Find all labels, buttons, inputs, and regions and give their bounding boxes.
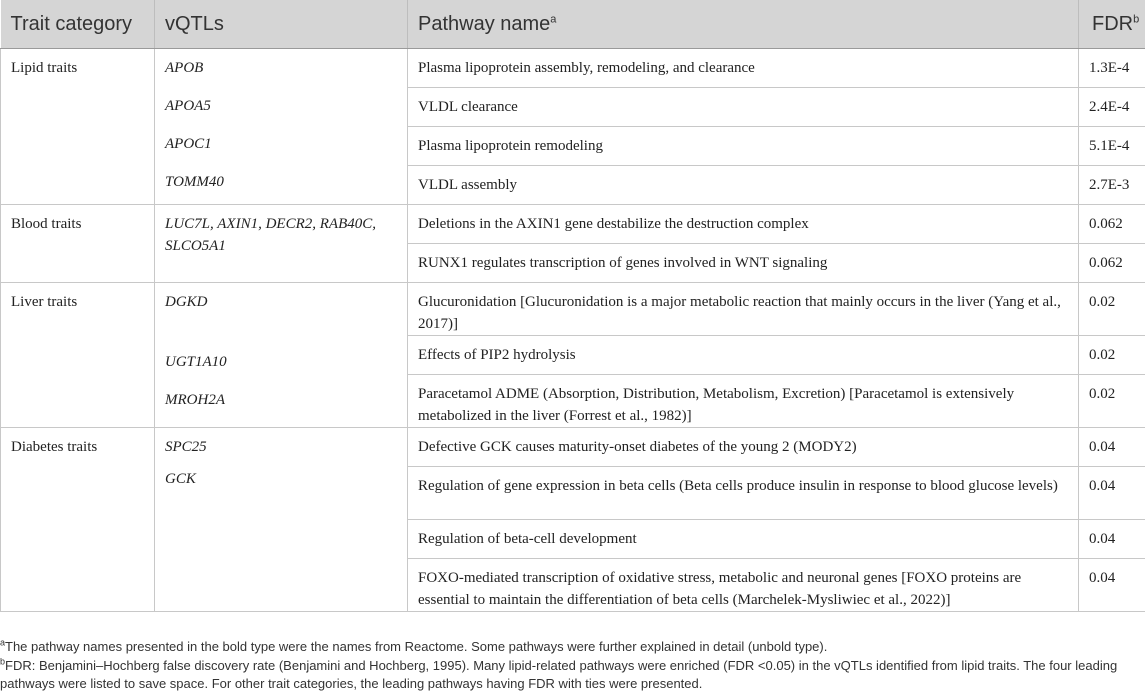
header-fdr	[1079, 0, 1145, 49]
header-fdr-footnote-mark: b	[1133, 12, 1140, 25]
category-cell	[1, 49, 155, 205]
pathway-cell: Effects of PIP2 hydrolysis	[408, 336, 1079, 375]
category-cell	[1, 283, 155, 428]
table-row	[1, 283, 1145, 336]
header-vqtls	[155, 0, 408, 49]
pathway-cell: Plasma lipoprotein remodeling	[408, 127, 1079, 166]
vqtl-cell	[155, 49, 408, 205]
fdr-cell: 0.04	[1079, 467, 1145, 520]
footnote-b	[0, 657, 1145, 694]
header-vqtls-label: vQTLs	[165, 12, 224, 35]
header-pathway-name	[408, 0, 1079, 49]
pathway-cell: Regulation of gene expression in beta cells (Beta cells produce insulin in response to blood glucose levels)	[408, 467, 1079, 520]
pathway-cell: Paracetamol ADME (Absorption, Distribution, Metabolism, Excretion) [Paracetamol is extensively metabolized in the liver (Forrest et al., 1982)]	[408, 375, 1079, 428]
header-trait-category	[1, 0, 155, 49]
pathway-cell: FOXO-mediated transcription of oxidative stress, metabolic and neuronal genes [FOXO proteins are essential to maintain the differentiation of beta cells (Marchelek-Mysliwiec et al., 2022)]	[408, 559, 1079, 612]
header-trait-category-label: Trait category	[10, 12, 133, 35]
vqtl-gene: UGT1A10	[165, 354, 227, 370]
pathway-cell: Glucuronidation [Glucuronidation is a major metabolic reaction that mainly occurs in the liver (Yang et al., 2017)]	[408, 283, 1079, 336]
category-label: Lipid traits	[11, 60, 78, 76]
table-row	[1, 205, 1145, 244]
fdr-cell: 5.1E-4	[1079, 127, 1145, 166]
fdr-cell: 0.04	[1079, 520, 1145, 559]
fdr-cell: 2.7E-3	[1079, 166, 1145, 205]
table-row	[1, 49, 1145, 88]
header-fdr-label: FDR	[1092, 12, 1134, 35]
header-row	[1, 0, 1145, 49]
vqtl-gene: APOC1	[165, 136, 212, 152]
table-footnotes	[0, 638, 1145, 694]
vqtl-gene: LUC7L, AXIN1, DECR2, RAB40C, SLCO5A1	[165, 216, 376, 254]
vqtl-gene: SPC25	[165, 439, 207, 455]
vqtl-gene: MROH2A	[165, 392, 225, 408]
pathway-cell: VLDL clearance	[408, 88, 1079, 127]
category-label: Liver traits	[11, 294, 78, 310]
fdr-cell: 1.3E-4	[1079, 49, 1145, 88]
fdr-cell: 0.02	[1079, 283, 1145, 336]
fdr-cell: 0.04	[1079, 559, 1145, 612]
vqtl-cell	[155, 205, 408, 283]
header-pathway-footnote-mark: a	[550, 12, 557, 25]
category-label: Diabetes traits	[11, 439, 98, 455]
pathway-cell: Regulation of beta-cell development	[408, 520, 1079, 559]
fdr-cell: 0.02	[1079, 375, 1145, 428]
pathway-cell: VLDL assembly	[408, 166, 1079, 205]
footnote-a-text: The pathway names presented in the bold type were the names from Reactome. Some pathways were further explained in detail (unbold type).	[5, 639, 828, 654]
vqtl-gene: APOA5	[165, 98, 211, 114]
fdr-cell: 0.04	[1079, 428, 1145, 467]
category-cell	[1, 205, 155, 283]
footnote-a-mark: a	[0, 637, 6, 648]
fdr-cell: 2.4E-4	[1079, 88, 1145, 127]
footnote-b-mark: b	[0, 656, 6, 667]
pathway-cell: Plasma lipoprotein assembly, remodeling, and clearance	[408, 49, 1079, 88]
vqtl-cell	[155, 428, 408, 612]
category-label: Blood traits	[11, 216, 82, 232]
category-cell	[1, 428, 155, 612]
fdr-cell: 0.062	[1079, 244, 1145, 283]
vqtl-gene: APOB	[165, 60, 204, 76]
footnote-a	[0, 638, 1145, 657]
vqtl-gene: TOMM40	[165, 174, 224, 190]
vqtl-cell	[155, 283, 408, 428]
pathway-cell: RUNX1 regulates transcription of genes involved in WNT signaling	[408, 244, 1079, 283]
header-pathway-label: Pathway name	[418, 12, 551, 35]
footnote-b-text: FDR: Benjamini–Hochberg false discovery rate (Benjamini and Hochberg, 1995). Many lipid-related pathways were enriched (FDR <0.05) in the vQTLs identified from lipid traits. The four leading pathways were listed to save space. For other trait categories, the leading pathways having FDR with ties were presented.	[0, 657, 1118, 691]
vqtl-gene: GCK	[165, 471, 196, 487]
pathway-cell: Defective GCK causes maturity-onset diabetes of the young 2 (MODY2)	[408, 428, 1079, 467]
table-row	[1, 428, 1145, 467]
fdr-cell: 0.062	[1079, 205, 1145, 244]
fdr-cell: 0.02	[1079, 336, 1145, 375]
vqtl-gene: DGKD	[165, 294, 208, 310]
pathway-cell: Deletions in the AXIN1 gene destabilize the destruction complex	[408, 205, 1079, 244]
